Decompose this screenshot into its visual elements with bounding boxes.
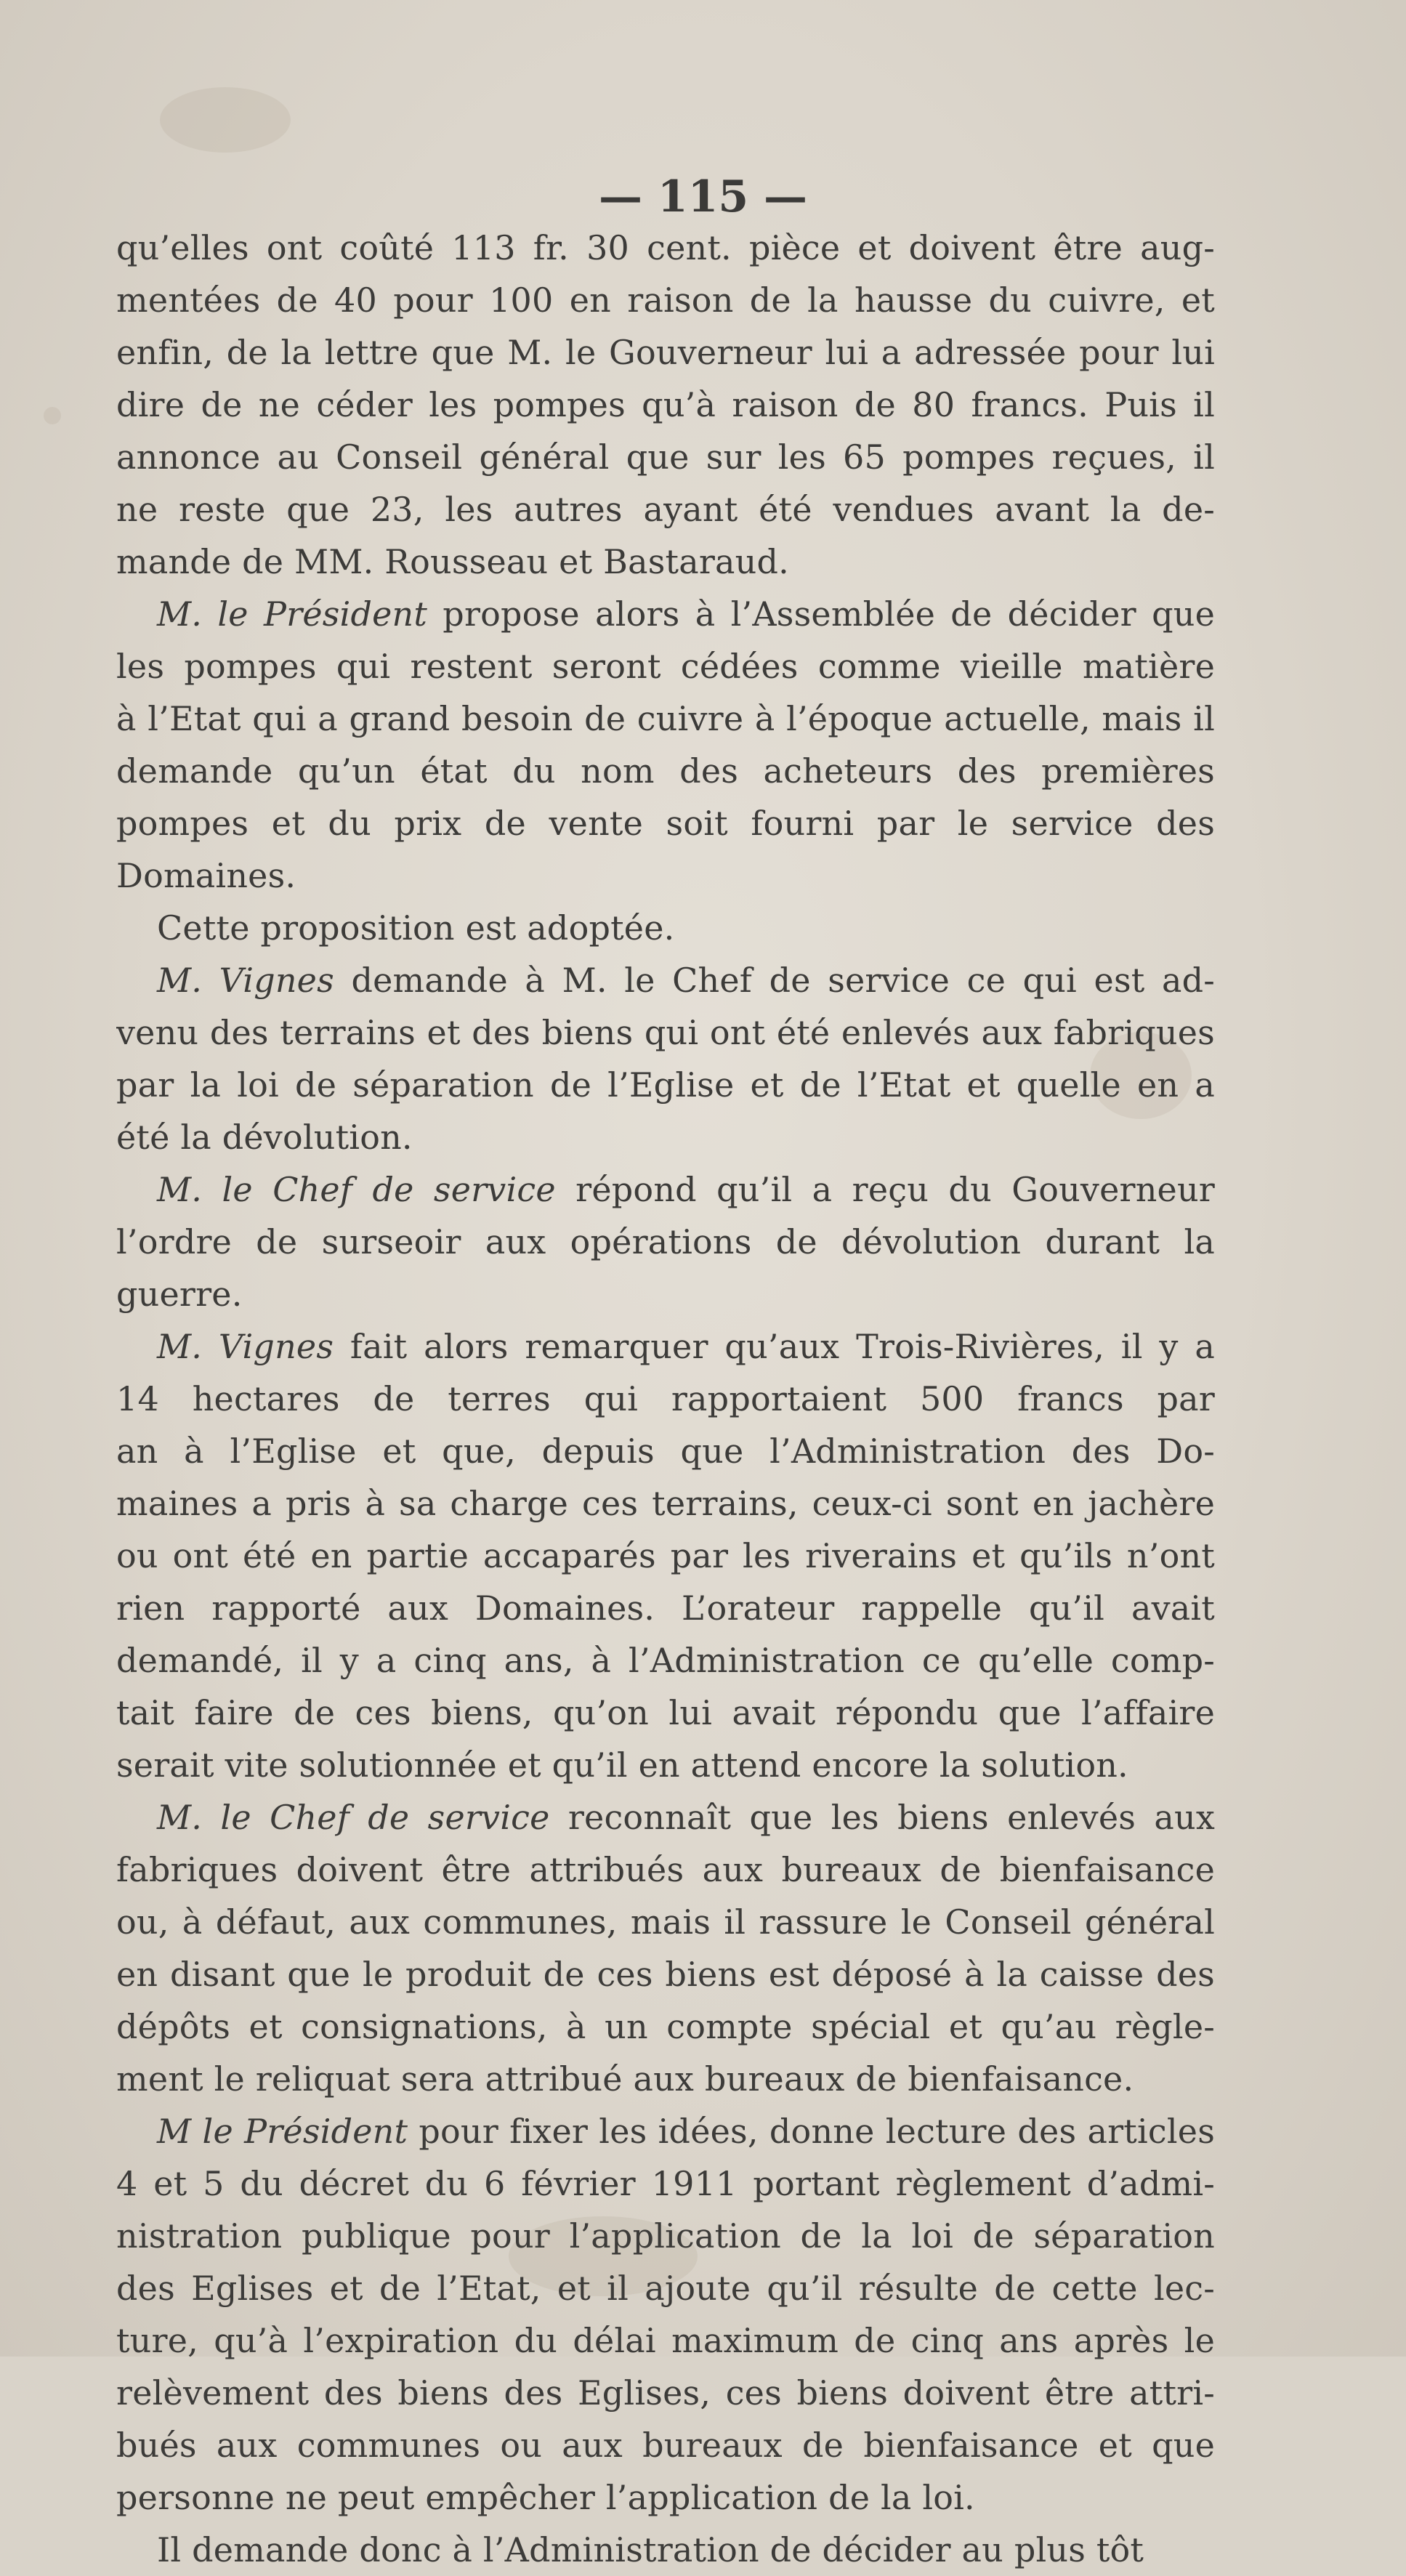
speaker-name: M. le Président (157, 594, 428, 634)
line-text: demande à M. le Chef de service ce qui est ad- (334, 961, 1215, 1000)
line-text: par la loi de séparation de l’Eglise et de l’Etat et quelle en a (116, 1065, 1215, 1105)
text-line (116, 2105, 1215, 2157)
text-line (116, 1216, 1215, 1268)
paragraph (116, 1320, 1215, 1791)
document-body (116, 222, 1215, 2576)
line-text: ment le reliquat sera attribué aux bureaux de bienfaisance. (116, 2059, 1134, 2099)
text-line (116, 1111, 1215, 1163)
text-line (116, 1006, 1215, 1059)
line-text: à l’Etat qui a grand besoin de cuivre à l’époque actuelle, mais il (116, 699, 1215, 738)
line-text: Domaines. (116, 856, 296, 895)
text-line (116, 693, 1215, 745)
paragraph (116, 1163, 1215, 1320)
line-text: bués aux communes ou aux bureaux de bienfaisance et que (116, 2426, 1215, 2465)
line-text: 14 hectares de terres qui rapportaient 500 francs par (116, 1379, 1215, 1418)
text-line (116, 1320, 1215, 1373)
paragraph (116, 1791, 1215, 2105)
speaker-name: M le Président (157, 2112, 408, 2151)
line-text: enfin, de la lettre que M. le Gouverneur lui a adressée pour lui (116, 333, 1215, 372)
line-text: rien rapporté aux Domaines. L’orateur rappelle qu’il avait (116, 1588, 1215, 1628)
text-line (116, 536, 1215, 588)
text-line (116, 745, 1215, 797)
text-line (116, 1948, 1215, 2000)
speaker-name: M. le Chef de service (157, 1170, 556, 1209)
line-text: été la dévolution. (116, 1118, 413, 1157)
paper-stain (160, 87, 291, 153)
line-text: venu des terrains et des biens qui ont été enlevés aux fabriques (116, 1013, 1215, 1052)
paper-stain (44, 407, 61, 424)
line-text: dépôts et consignations, à un compte spécial et qu’au règle- (116, 2007, 1215, 2046)
text-line (116, 1268, 1215, 1320)
text-line (116, 2524, 1215, 2576)
line-text: tait faire de ces biens, qu’on lui avait répondu que l’affaire (116, 1693, 1215, 1732)
text-line (116, 2419, 1215, 2471)
line-text: 4 et 5 du décret du 6 février 1911 portant règlement d’admi- (116, 2164, 1215, 2203)
text-line (116, 1844, 1215, 1896)
text-line (116, 954, 1215, 1006)
paragraph (116, 2105, 1215, 2524)
text-line (116, 1582, 1215, 1634)
line-text: demandé, il y a cinq ans, à l’Administration ce qu’elle comp- (116, 1641, 1215, 1680)
text-line (116, 1373, 1215, 1425)
line-text: relèvement des biens des Eglises, ces biens doivent être attri- (116, 2373, 1215, 2413)
paragraph (116, 588, 1215, 902)
line-text: demande qu’un état du nom des acheteurs des premières (116, 751, 1215, 791)
page-number: — 115 — (598, 171, 808, 222)
line-text: les pompes qui restent seront cédées comme vieille matière (116, 647, 1215, 686)
line-text: pour fixer les idées, donne lecture des articles (408, 2112, 1215, 2151)
line-text: ou ont été en partie accaparés par les riverains et qu’ils n’ont (116, 1536, 1215, 1575)
text-line (116, 588, 1215, 640)
text-line (116, 640, 1215, 693)
line-text: propose alors à l’Assemblée de décider que (427, 594, 1215, 634)
text-line (116, 1425, 1215, 1477)
speaker-name: M. Vignes (157, 1327, 334, 1366)
line-text: annonce au Conseil général que sur les 65 pompes reçues, il (116, 437, 1215, 477)
text-line (116, 849, 1215, 902)
paragraph (116, 954, 1215, 1163)
text-line (116, 2053, 1215, 2105)
paragraph (116, 222, 1215, 588)
line-text: qu’elles ont coûté 113 fr. 30 cent. pièce et doivent être aug- (116, 228, 1215, 267)
text-line (116, 1163, 1215, 1216)
line-text: ou, à défaut, aux communes, mais il rassure le Conseil général (116, 1902, 1215, 1942)
speaker-name: M. le Chef de service (157, 1798, 550, 1837)
line-text: Cette proposition est adoptée. (157, 908, 675, 948)
text-line (116, 326, 1215, 379)
text-line (116, 2471, 1215, 2524)
line-text: Il demande donc à l’Administration de décider au plus tôt (157, 2530, 1144, 2569)
text-line (116, 1059, 1215, 1111)
text-line (116, 2262, 1215, 2314)
paragraph (116, 2524, 1215, 2576)
text-line (116, 1530, 1215, 1582)
line-text: guerre. (116, 1275, 243, 1314)
text-line (116, 902, 1215, 954)
text-line (116, 1739, 1215, 1791)
line-text: l’ordre de surseoir aux opérations de dévolution durant la (116, 1222, 1215, 1261)
line-text: des Eglises et de l’Etat, et il ajoute qu’il résulte de cette lec- (116, 2269, 1215, 2308)
line-text: serait vite solutionnée et qu’il en attend encore la solution. (116, 1745, 1128, 1785)
text-line (116, 2000, 1215, 2053)
line-text: fait alors remarquer qu’aux Trois-Rivières, il y a (334, 1327, 1215, 1366)
line-text: reconnaît que les biens enlevés aux (549, 1798, 1215, 1837)
text-line (116, 431, 1215, 483)
text-line (116, 1896, 1215, 1948)
line-text: en disant que le produit de ces biens est déposé à la caisse des (116, 1955, 1215, 1994)
text-line (116, 2210, 1215, 2262)
text-line (116, 1634, 1215, 1687)
line-text: personne ne peut empêcher l’application de la loi. (116, 2478, 975, 2517)
text-line (116, 2314, 1215, 2367)
text-line (116, 2367, 1215, 2419)
text-line (116, 797, 1215, 849)
speaker-name: M. Vignes (157, 961, 334, 1000)
line-text: dire de ne céder les pompes qu’à raison de 80 francs. Puis il (116, 385, 1215, 424)
text-line (116, 274, 1215, 326)
line-text: maines a pris à sa charge ces terrains, ceux-ci sont en jachère (116, 1484, 1215, 1523)
line-text: répond qu’il a reçu du Gouverneur (555, 1170, 1215, 1209)
line-text: pompes et du prix de vente soit fourni par le service des (116, 804, 1215, 843)
paragraph (116, 902, 1215, 954)
text-line (116, 222, 1215, 274)
line-text: ne reste que 23, les autres ayant été vendues avant la de- (116, 490, 1215, 529)
line-text: nistration publique pour l’application de la loi de séparation (116, 2216, 1215, 2256)
text-line (116, 1687, 1215, 1739)
text-line (116, 2157, 1215, 2210)
line-text: mande de MM. Rousseau et Bastaraud. (116, 542, 789, 581)
text-line (116, 1477, 1215, 1530)
text-line (116, 483, 1215, 536)
line-text: ture, qu’à l’expiration du délai maximum de cinq ans après le (116, 2321, 1215, 2360)
line-text: an à l’Eglise et que, depuis que l’Administration des Do- (116, 1432, 1215, 1471)
line-text: mentées de 40 pour 100 en raison de la hausse du cuivre, et (116, 280, 1215, 320)
line-text: fabriques doivent être attribués aux bureaux de bienfaisance (116, 1850, 1215, 1889)
text-line (116, 1791, 1215, 1844)
text-line (116, 379, 1215, 431)
